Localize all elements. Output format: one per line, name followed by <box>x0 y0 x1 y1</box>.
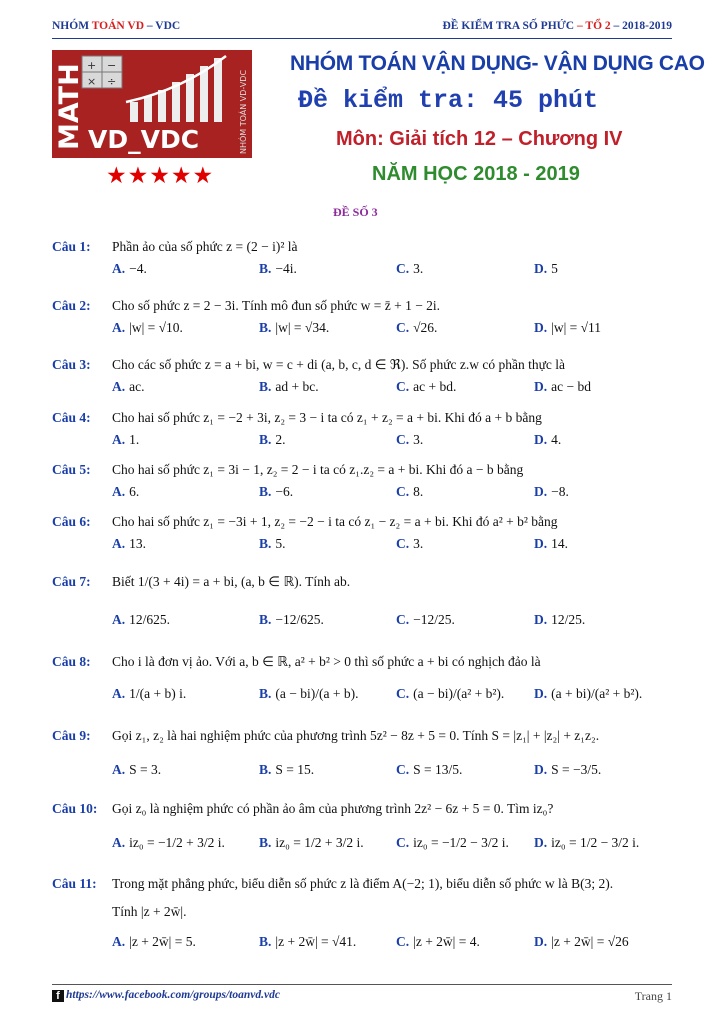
option-a[interactable] <box>112 320 183 336</box>
option-letter: C. <box>396 835 410 850</box>
question-stem: Cho i là đơn vị ảo. Với a, b ∈ ℝ, a² + b² > 0 thì số phức a + bi có nghịch đảo là <box>112 654 541 669</box>
option-row <box>112 934 672 954</box>
option-d[interactable] <box>534 261 558 277</box>
option-text: −4. <box>129 261 147 276</box>
option-text: 8. <box>413 484 424 499</box>
option-text: √26. <box>413 320 438 335</box>
option-letter: A. <box>112 432 126 447</box>
option-letter: D. <box>534 484 548 499</box>
question-stem: Gọi z₀ là nghiệm phức có phần ảo âm của phương trình 2z² − 6z + 5 = 0. Tìm iz₀? <box>112 801 554 816</box>
option-c[interactable] <box>396 762 462 778</box>
option-letter: A. <box>112 261 126 276</box>
question-stem: Cho hai số phức z₁ = 3i − 1, z₂ = 2 − i ta có z₁.z₂ = a + bi. Khi đó a − b bằng <box>112 462 524 477</box>
option-c[interactable] <box>396 484 423 500</box>
option-a[interactable] <box>112 762 161 778</box>
question-stem-line-2: Tính |z + 2w̄|. <box>112 904 187 919</box>
option-letter: D. <box>534 762 548 777</box>
option-d[interactable] <box>534 612 585 628</box>
option-letter: C. <box>396 261 410 276</box>
option-text: |z + 2w̄| = 5. <box>129 934 196 949</box>
option-text: (a − bi)/(a² + b²). <box>413 686 505 701</box>
question-stem: Phần ảo của số phức z = (2 − i)² là <box>112 239 298 254</box>
svg-text:÷: ÷ <box>107 75 117 88</box>
question-stem: Gọi z₁, z₂ là hai nghiệm phức của phương trình 5z² − 8z + 5 = 0. Tính S = |z₁| + |z₂| + z₁z₂. <box>112 728 600 743</box>
option-text: 5. <box>275 536 286 551</box>
svg-text:+: + <box>87 59 97 72</box>
option-text: (a − bi)/(a + b). <box>275 686 359 701</box>
option-text: −4i. <box>275 261 297 276</box>
option-text: ac + bd. <box>413 379 457 394</box>
option-text: 1/(a + b) i. <box>129 686 187 701</box>
option-letter: C. <box>396 379 410 394</box>
option-letter: A. <box>112 762 126 777</box>
option-text: iz₀ = −1/2 + 3/2 i. <box>129 835 225 850</box>
option-d[interactable] <box>534 686 642 702</box>
logo-vd-text: VD_VDC <box>88 125 200 154</box>
option-letter: B. <box>259 934 272 949</box>
question-number: Câu 8: <box>52 654 91 669</box>
option-letter: B. <box>259 484 272 499</box>
question-number: Câu 4: <box>52 410 91 425</box>
option-b[interactable] <box>259 762 314 778</box>
option-letter: D. <box>534 432 548 447</box>
option-text: 1. <box>129 432 140 447</box>
option-b[interactable] <box>259 612 324 628</box>
facebook-group-link[interactable] <box>52 989 280 1002</box>
question-number: Câu 1: <box>52 239 91 254</box>
facebook-icon: f <box>52 990 64 1002</box>
option-letter: D. <box>534 686 548 701</box>
question-stem: Cho hai số phức z₁ = −2 + 3i, z₂ = 3 − i ta có z₁ + z₂ = a + bi. Khi đó a + b bằng <box>112 410 542 425</box>
option-text: S = −3/5. <box>551 762 602 777</box>
subject-title: Môn: Giải tích 12 – Chương IV <box>336 128 623 150</box>
option-letter: B. <box>259 686 272 701</box>
option-row <box>112 261 672 281</box>
option-c[interactable] <box>396 934 480 950</box>
exam-code: ĐỀ SỐ 3 <box>333 205 378 219</box>
option-c[interactable] <box>396 320 437 336</box>
option-text: 2. <box>275 432 286 447</box>
option-b[interactable] <box>259 536 286 552</box>
option-text: |z + 2w̄| = √41. <box>275 934 357 949</box>
option-letter: B. <box>259 432 272 447</box>
option-text: S = 3. <box>129 762 162 777</box>
option-text: |z + 2w̄| = 4. <box>413 934 480 949</box>
option-text: |w| = √10. <box>129 320 183 335</box>
option-letter: D. <box>534 934 548 949</box>
option-d[interactable] <box>534 484 569 500</box>
exam-title: Đề kiểm tra: 45 phút <box>298 86 599 115</box>
svg-text:−: − <box>107 59 117 72</box>
option-b[interactable] <box>259 686 358 702</box>
question-stem: Cho các số phức z = a + bi, w = c + di (a, b, c, d ∈ ℜ). Số phức z.w có phần thực là <box>112 357 566 372</box>
rating-stars: ★★★★★ <box>106 163 215 188</box>
header-left-a: NHÓM <box>52 20 92 32</box>
option-b[interactable] <box>259 432 286 448</box>
facebook-link-text: https://www.facebook.com/groups/toanvd.vdc <box>66 989 280 1001</box>
option-letter: C. <box>396 320 410 335</box>
year-title: NĂM HỌC 2018 - 2019 <box>372 163 580 185</box>
header-left <box>52 20 180 32</box>
option-text: 3. <box>413 261 424 276</box>
option-text: iz₀ = −1/2 − 3/2 i. <box>413 835 509 850</box>
option-c[interactable] <box>396 261 423 277</box>
option-text: −6. <box>275 484 294 499</box>
option-row <box>112 320 672 340</box>
option-letter: B. <box>259 762 272 777</box>
option-letter: D. <box>534 379 548 394</box>
logo-side-text: NHÓM TOÁN VD-VDC <box>239 69 248 154</box>
header-left-b: TOÁN VD <box>91 20 145 32</box>
option-letter: B. <box>259 835 272 850</box>
question-number: Câu 3: <box>52 357 91 372</box>
option-a[interactable] <box>112 379 144 395</box>
question-stem: Trong mặt phẳng phức, biểu diễn số phức z là điểm A(−2; 1), biểu diễn số phức w là B(3; 2). <box>112 876 614 891</box>
option-row <box>112 379 672 399</box>
option-letter: A. <box>112 320 126 335</box>
option-row <box>112 536 672 556</box>
option-letter: A. <box>112 484 126 499</box>
option-letter: A. <box>112 536 126 551</box>
option-d[interactable] <box>534 536 568 552</box>
option-a[interactable] <box>112 686 186 702</box>
option-letter: A. <box>112 612 126 627</box>
page-number: Trang 1 <box>634 989 672 1003</box>
question-number: Câu 11: <box>52 876 97 891</box>
option-a[interactable] <box>112 432 139 448</box>
option-text: ac − bd <box>551 379 591 394</box>
option-text: −12/625. <box>275 612 324 627</box>
option-a[interactable] <box>112 484 139 500</box>
option-letter: D. <box>534 835 548 850</box>
option-b[interactable] <box>259 379 319 395</box>
option-text: S = 15. <box>275 762 315 777</box>
option-text: 4. <box>551 432 562 447</box>
option-text: 14. <box>551 536 568 551</box>
page-header <box>52 20 672 39</box>
option-letter: C. <box>396 484 410 499</box>
question-stem: Cho hai số phức z₁ = −3i + 1, z₂ = −2 − i ta có z₁ − z₂ = a + bi. Khi đó a² + b² bằng <box>112 514 558 529</box>
question-number: Câu 5: <box>52 462 91 477</box>
option-text: |w| = √11 <box>551 320 602 335</box>
question-stem: Cho số phức z = 2 − 3i. Tính mô đun số phức w = z̄ + 1 − 2i. <box>112 298 441 313</box>
option-c[interactable] <box>396 835 509 851</box>
page-footer <box>52 984 672 1015</box>
option-row <box>112 835 672 855</box>
question-number: Câu 9: <box>52 728 91 743</box>
option-letter: B. <box>259 261 272 276</box>
option-text: (a + bi)/(a² + b²). <box>551 686 643 701</box>
option-c[interactable] <box>396 686 504 702</box>
option-text: 13. <box>129 536 146 551</box>
logo-math-text: MATH <box>54 63 85 150</box>
option-text: |z + 2w̄| = √26 <box>551 934 629 949</box>
option-text: |w| = √34. <box>275 320 330 335</box>
option-text: ad + bc. <box>275 379 319 394</box>
option-text: iz₀ = 1/2 − 3/2 i. <box>551 835 640 850</box>
option-row <box>112 484 672 504</box>
option-letter: C. <box>396 762 410 777</box>
option-text: −12/25. <box>413 612 455 627</box>
option-letter: D. <box>534 320 548 335</box>
option-letter: B. <box>259 379 272 394</box>
option-d[interactable] <box>534 762 601 778</box>
header-left-c: – VDC <box>144 20 181 32</box>
option-row <box>112 612 672 632</box>
question-stem: Biết 1/(3 + 4i) = a + bi, (a, b ∈ ℝ). Tính ab. <box>112 574 351 589</box>
option-letter: A. <box>112 379 126 394</box>
option-letter: D. <box>534 261 548 276</box>
option-text: 6. <box>129 484 140 499</box>
option-c[interactable] <box>396 379 456 395</box>
option-a[interactable] <box>112 835 225 851</box>
option-letter: A. <box>112 835 126 850</box>
question-number: Câu 2: <box>52 298 91 313</box>
option-letter: D. <box>534 536 548 551</box>
option-letter: C. <box>396 934 410 949</box>
option-text: ac. <box>129 379 145 394</box>
header-right-c: – 2018-2019 <box>613 20 672 32</box>
logo-graphic <box>52 50 252 158</box>
option-c[interactable] <box>396 612 455 628</box>
option-row <box>112 432 672 452</box>
option-b[interactable] <box>259 320 329 336</box>
option-letter: C. <box>396 432 410 447</box>
option-a[interactable] <box>112 612 170 628</box>
option-d[interactable] <box>534 379 591 395</box>
option-letter: C. <box>396 612 410 627</box>
option-a[interactable] <box>112 934 196 950</box>
math-vd-vdc-logo <box>52 50 252 158</box>
option-a[interactable] <box>112 536 146 552</box>
header-right <box>442 20 672 32</box>
option-letter: B. <box>259 320 272 335</box>
question-number: Câu 6: <box>52 514 91 529</box>
header-right-a: ĐỀ KIỂM TRA SỐ PHỨC <box>442 20 575 32</box>
option-a[interactable] <box>112 261 147 277</box>
header-right-b: – TỔ 2 <box>574 20 614 32</box>
option-b[interactable] <box>259 261 297 277</box>
option-b[interactable] <box>259 835 364 851</box>
option-row <box>112 686 672 706</box>
option-d[interactable] <box>534 835 639 851</box>
option-text: −8. <box>551 484 569 499</box>
option-letter: B. <box>259 612 272 627</box>
option-d[interactable] <box>534 934 629 950</box>
option-letter: A. <box>112 934 126 949</box>
option-letter: C. <box>396 536 410 551</box>
option-c[interactable] <box>396 536 423 552</box>
option-text: 3. <box>413 536 424 551</box>
option-text: 12/625. <box>129 612 171 627</box>
option-d[interactable] <box>534 320 601 336</box>
option-row <box>112 762 672 782</box>
option-c[interactable] <box>396 432 423 448</box>
svg-text:×: × <box>87 75 97 88</box>
option-d[interactable] <box>534 432 561 448</box>
option-text: 3. <box>413 432 424 447</box>
option-text: 5 <box>551 261 558 276</box>
option-b[interactable] <box>259 934 356 950</box>
group-title: NHÓM TOÁN VẬN DỤNG- VẬN DỤNG CAO <box>290 52 705 75</box>
option-letter: C. <box>396 686 410 701</box>
option-letter: A. <box>112 686 126 701</box>
option-text: S = 13/5. <box>413 762 463 777</box>
option-letter: B. <box>259 536 272 551</box>
option-letter: D. <box>534 612 548 627</box>
question-number: Câu 10: <box>52 801 98 816</box>
question-number: Câu 7: <box>52 574 91 589</box>
option-b[interactable] <box>259 484 293 500</box>
option-text: 12/25. <box>551 612 586 627</box>
option-text: iz₀ = 1/2 + 3/2 i. <box>275 835 364 850</box>
